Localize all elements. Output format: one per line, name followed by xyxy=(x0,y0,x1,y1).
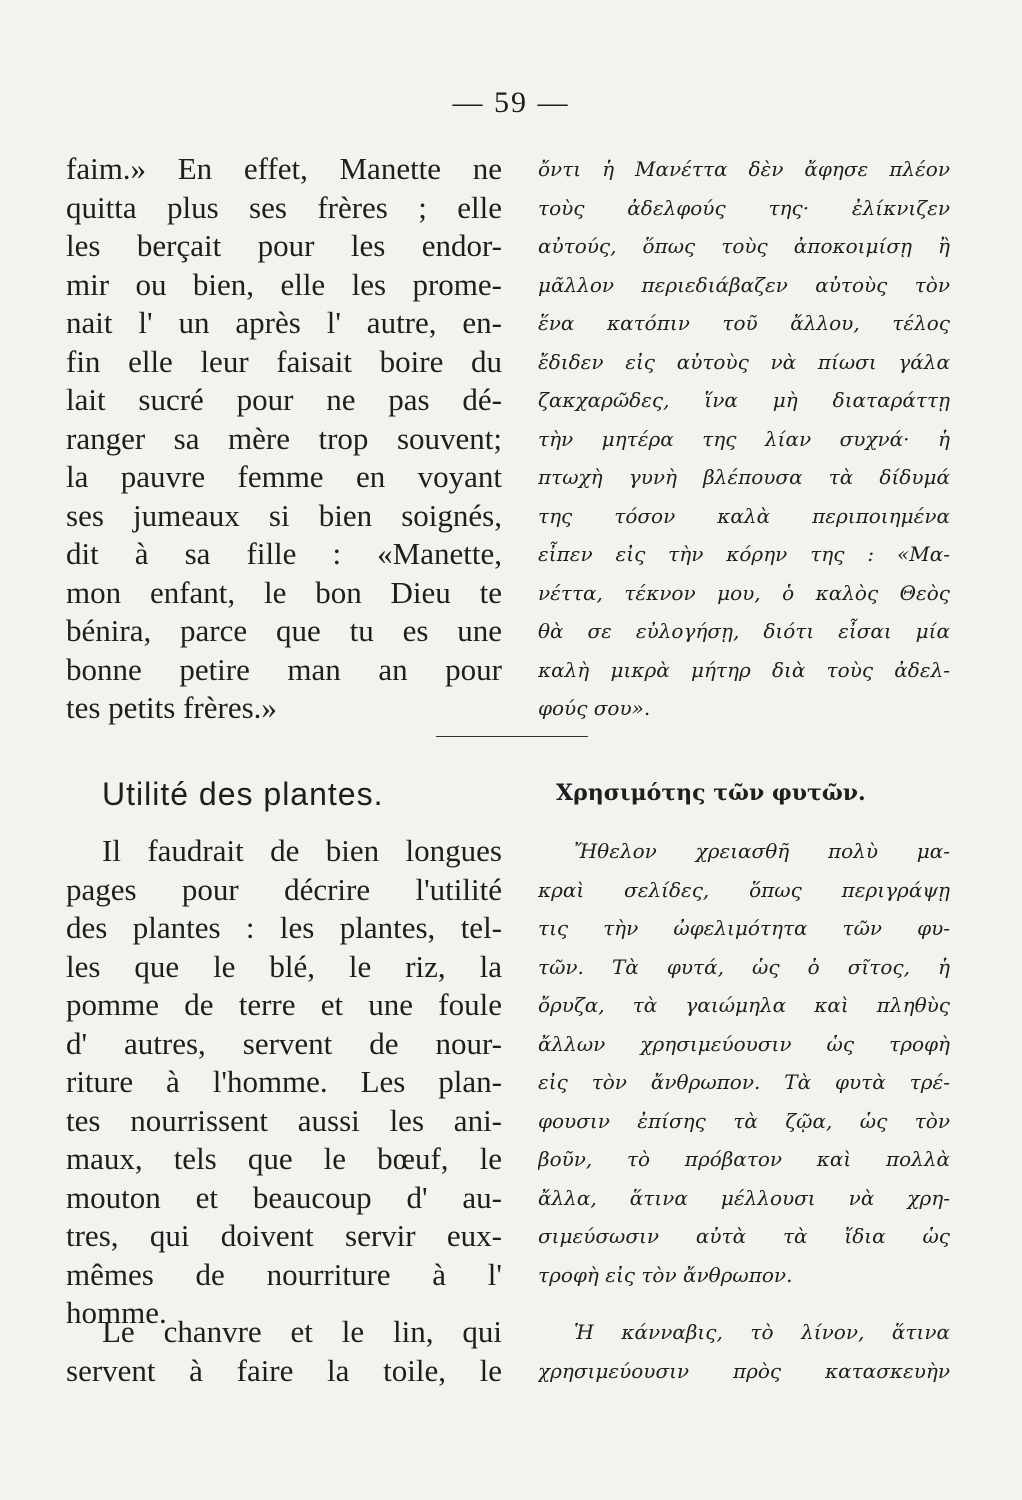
text-line: tres, qui doivent servir eux- xyxy=(66,1218,502,1253)
text-line: la pauvre femme en voyant xyxy=(66,459,502,494)
french-paragraph-1 xyxy=(66,832,502,1333)
text-line: θὰ σε εὐλογήσῃ, διότι εἶσαι μία xyxy=(538,619,950,643)
text-line: φουσιν ἐπίσης τὰ ζῷα, ὡς τὸν xyxy=(538,1108,950,1133)
text-line: σιμεύσωσιν αὐτὰ τὰ ἴδια ὡς xyxy=(538,1224,950,1248)
text-line: ζακχαρῶδες, ἵνα μὴ διαταράττῃ xyxy=(538,388,950,412)
text-line: les que le blé, le riz, la xyxy=(66,948,502,984)
text-line: Le chanvre et le lin, qui xyxy=(102,1314,502,1349)
text-line: dit à sa fille : «Manette, xyxy=(66,536,502,571)
text-line: ἄλλων χρησιμεύουσιν ὡς τροφὴ xyxy=(538,1031,950,1056)
text-line: Il faudrait de bien longues xyxy=(102,833,502,868)
text-line: nait l' un après l' autre, en- xyxy=(66,305,502,340)
text-line: της τόσον καλὰ περιποιημένα xyxy=(538,503,950,528)
text-line: τροφὴ εἰς τὸν ἄνθρωπον. xyxy=(538,1262,793,1287)
text-line: d' autres, servent de nour- xyxy=(66,1025,502,1061)
text-line: νέττα, τέκνον μου, ὁ καλὸς Θεὸς xyxy=(538,580,950,605)
text-line: mon enfant, le bon Dieu te xyxy=(66,574,502,610)
section-heading-french: Utilité des plantes. xyxy=(102,776,384,812)
text-line: καλὴ μικρὰ μήτηρ διὰ τοὺς ἀδελ- xyxy=(538,657,950,682)
french-paragraph-2 xyxy=(66,1313,502,1390)
text-line: homme. xyxy=(66,1295,167,1330)
text-line: pages pour décrire l'utilité xyxy=(66,871,502,907)
text-line: des plantes : les plantes, tel- xyxy=(66,910,502,945)
text-line: μᾶλλον περιεδιάβαζεν αὐτοὺς τὸν xyxy=(538,272,950,297)
text-line: χρησιμεύουσιν πρὸς κατασκευὴν xyxy=(538,1358,950,1383)
french-column-top xyxy=(66,150,502,728)
text-line: αὐτούς, ὅπως τοὺς ἀποκοιμίσῃ ἢ xyxy=(538,234,950,258)
text-line: τις τὴν ὠφελιμότητα τῶν φυ- xyxy=(538,916,950,940)
text-line: servent à faire la toile, le xyxy=(66,1352,502,1388)
text-line: ὄντι ἡ Μανέττα δὲν ἄφησε πλέον xyxy=(538,157,950,181)
text-line: bénira, parce que tu es une xyxy=(66,613,502,648)
text-line: Ἡ κάνναβις, τὸ λίνον, ἅτινα xyxy=(574,1320,950,1344)
text-line: βοῦν, τὸ πρόβατον καὶ πολλὰ xyxy=(538,1147,950,1171)
text-line: τὴν μητέρα της λίαν συχνά· ἡ xyxy=(538,426,950,451)
greek-paragraph-2 xyxy=(538,1313,950,1390)
text-line: πτωχὴ γυνὴ βλέπουσα τὰ δίδυμά xyxy=(538,465,950,489)
text-line: tes petits frères.» xyxy=(66,690,277,725)
text-line: mir ou bien, elle les prome- xyxy=(66,266,502,302)
page-number: — 59 — xyxy=(452,86,570,119)
text-line: faim.» En effet, Manette ne xyxy=(66,151,502,186)
text-line: τῶν. Τὰ φυτά, ὡς ὁ σῖτος, ἡ xyxy=(538,954,950,979)
text-line: lait sucré pour ne pas dé- xyxy=(66,382,502,417)
text-line: ranger sa mère trop souvent; xyxy=(66,420,502,456)
text-line: φούς σου». xyxy=(538,696,651,720)
text-line: ὄρυζα, τὰ γαιώμηλα καὶ πληθὺς xyxy=(538,993,950,1017)
text-line: ἄλλα, ἅτινα μέλλουσι νὰ χρη- xyxy=(538,1185,950,1210)
greek-column-top xyxy=(538,150,950,728)
text-line: ses jumeaux si bien soignés, xyxy=(66,497,502,533)
text-line: pomme de terre et une foule xyxy=(66,987,502,1022)
text-line: quitta plus ses frères ; elle xyxy=(66,189,502,225)
text-line: fin elle leur faisait boire du xyxy=(66,343,502,379)
text-line: riture à l'homme. Les plan- xyxy=(66,1064,502,1099)
text-line: tes nourrissent aussi les ani- xyxy=(66,1102,502,1138)
text-line: Ἤθελον χρειασθῆ πολὺ μα- xyxy=(574,839,950,863)
text-line: εἶπεν εἰς τὴν κόρην της : «Μα- xyxy=(538,542,950,566)
text-line: κραὶ σελίδες, ὅπως περιγράψῃ xyxy=(538,877,950,902)
text-line: mouton et beaucoup d' au- xyxy=(66,1179,502,1215)
text-line: ἕνα κατόπιν τοῦ ἄλλου, τέλος xyxy=(538,311,950,335)
text-line: ἔδιδεν εἰς αὐτοὺς νὰ πίωσι γάλα xyxy=(538,349,950,374)
section-divider xyxy=(436,736,588,737)
text-line: maux, tels que le bœuf, le xyxy=(66,1141,502,1176)
text-line: bonne petire man an pour xyxy=(66,651,502,687)
text-line: mêmes de nourriture à l' xyxy=(66,1256,502,1292)
greek-paragraph-1 xyxy=(538,832,950,1294)
text-line: les berçait pour les endor- xyxy=(66,228,502,263)
text-line: τοὺς ἀδελφούς της· ἐλίκνιζεν xyxy=(538,195,950,220)
section-heading-greek: Χρησιμότης τῶν φυτῶν. xyxy=(556,780,866,806)
text-line: εἰς τὸν ἄνθρωπον. Τὰ φυτὰ τρέ- xyxy=(538,1070,950,1094)
